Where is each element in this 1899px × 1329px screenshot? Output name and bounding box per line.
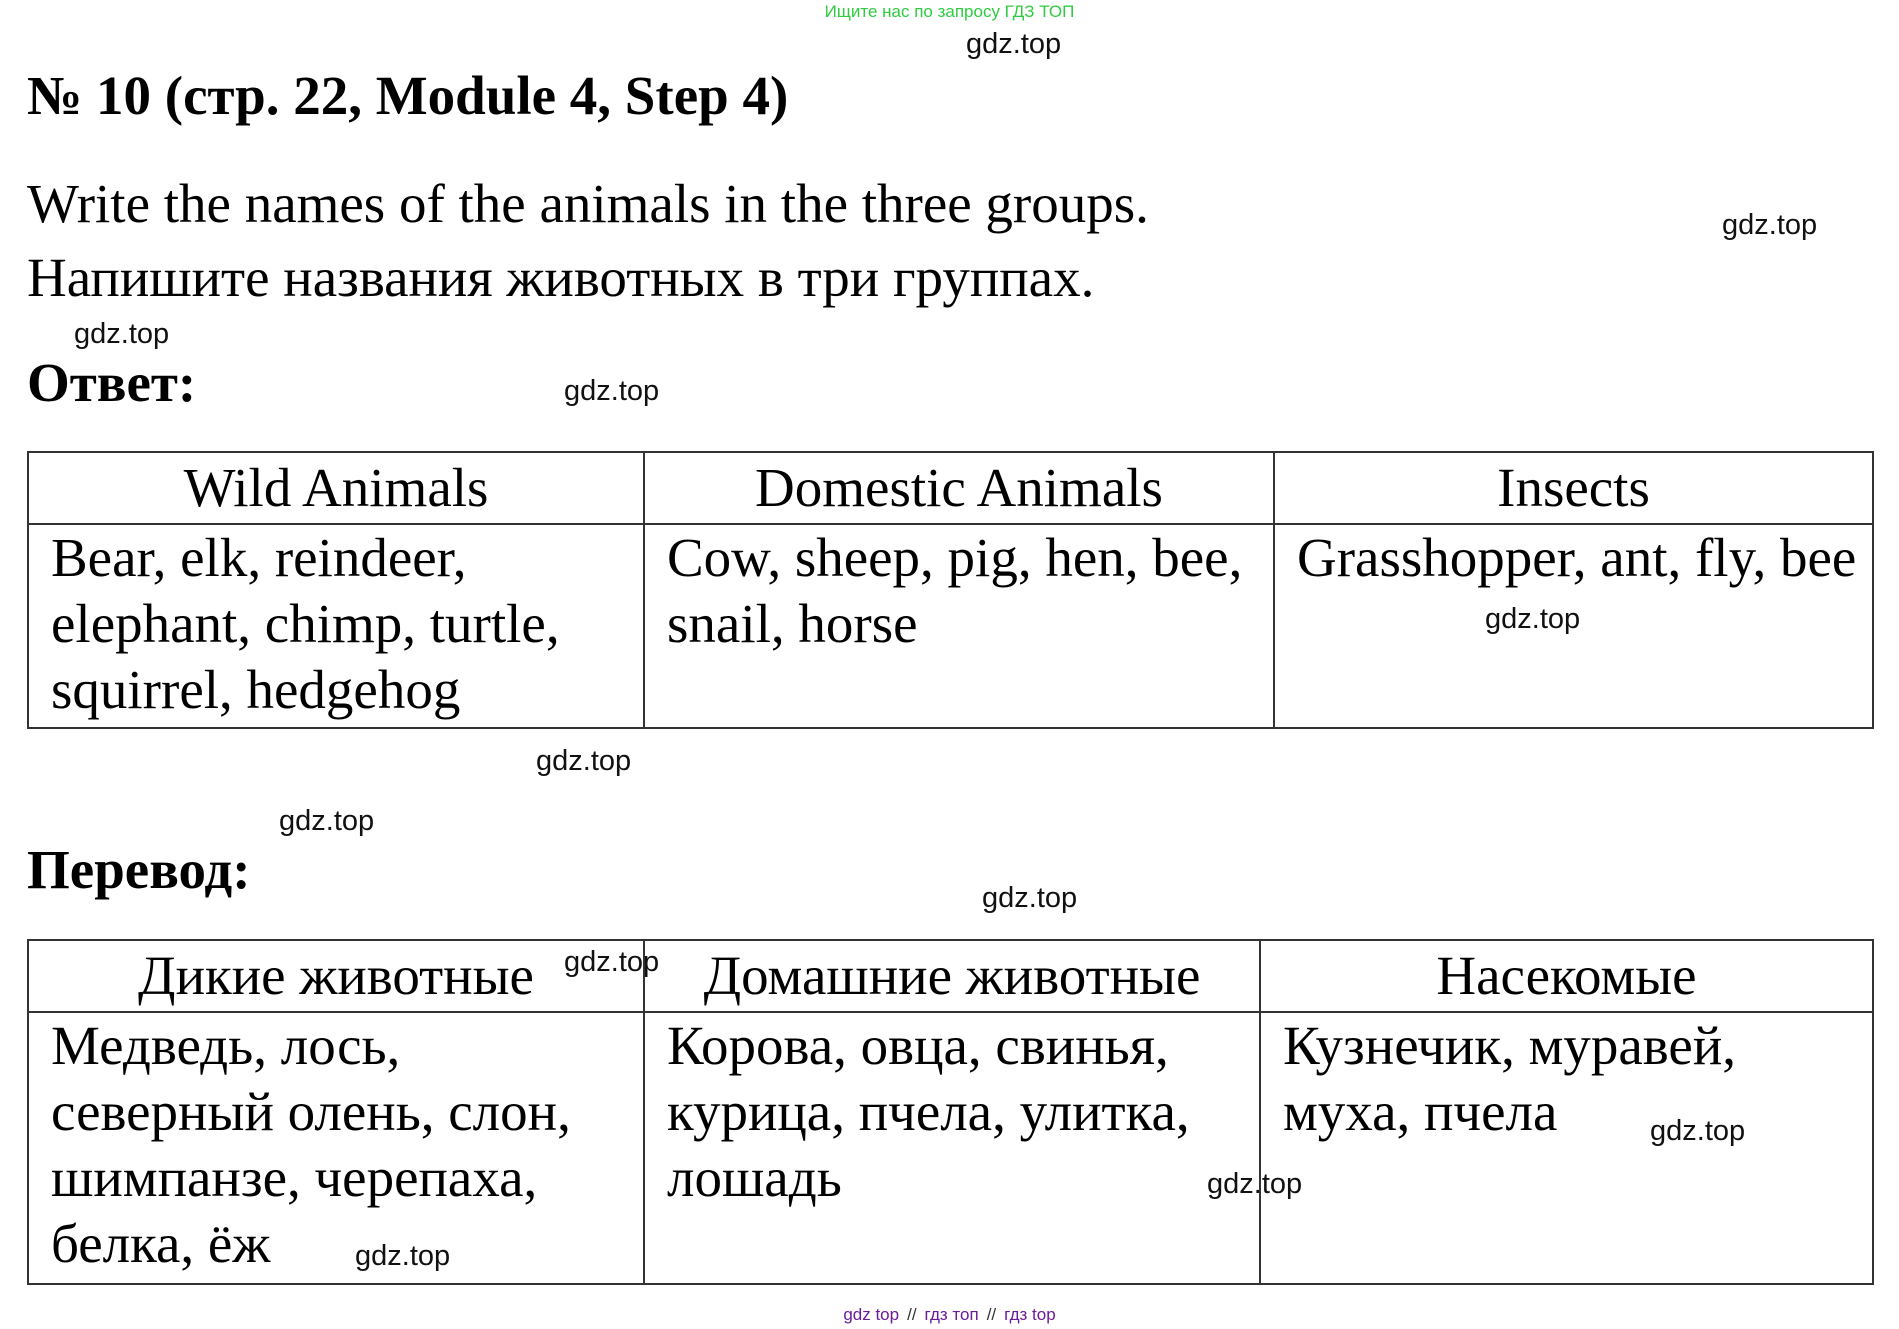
translation-header-wild: Дикие животные	[28, 940, 644, 1012]
watermark: gdz.top	[1650, 1115, 1746, 1147]
watermark: gdz.top	[74, 318, 170, 350]
footer-separator: //	[907, 1305, 917, 1324]
translation-header-domestic: Домашние животные	[644, 940, 1260, 1012]
task-title: № 10 (стр. 22, Module 4, Step 4)	[27, 65, 789, 126]
watermark: gdz.top	[1485, 603, 1581, 635]
answer-header-insects: Insects	[1274, 452, 1873, 524]
answer-header-row	[28, 452, 1873, 524]
translation-cell-domestic: Корова, овца, свинья, курица, пчела, улитка, лошадь	[644, 1012, 1260, 1284]
search-banner: Ищите нас по запросу ГДЗ ТОП	[824, 2, 1075, 21]
instruction-english: Write the names of the animals in the three groups.	[27, 173, 1149, 234]
footer-links	[0, 1305, 1899, 1325]
answer-body-row	[28, 524, 1873, 728]
translation-header-insects: Насекомые	[1260, 940, 1873, 1012]
translation-table	[27, 939, 1874, 1285]
watermark: gdz.top	[564, 946, 660, 978]
answer-cell-wild: Bear, elk, reindeer, elephant, chimp, turtle, squirrel, hedgehog	[28, 524, 644, 728]
watermark: gdz.top	[966, 28, 1062, 60]
watermark: gdz.top	[564, 375, 660, 407]
translation-body-row	[28, 1012, 1873, 1284]
answer-cell-domestic: Cow, sheep, pig, hen, bee, snail, horse	[644, 524, 1274, 728]
footer-link[interactable]: gdz top	[843, 1305, 900, 1324]
answer-header-wild: Wild Animals	[28, 452, 644, 524]
translation-cell-wild: Медведь, лось, северный олень, слон, шимпанзе, черепаха, белка, ёж	[28, 1012, 644, 1284]
translation-heading: Перевод:	[27, 839, 251, 900]
watermark: gdz.top	[279, 805, 375, 837]
footer-separator: //	[986, 1305, 997, 1324]
footer-link[interactable]: гдз топ	[924, 1305, 979, 1324]
watermark: gdz.top	[536, 745, 632, 777]
watermark: gdz.top	[982, 882, 1078, 914]
footer-link[interactable]: гдз top	[1004, 1305, 1056, 1324]
answer-heading: Ответ:	[27, 352, 197, 413]
answer-header-domestic: Domestic Animals	[644, 452, 1274, 524]
answer-table	[27, 451, 1874, 729]
watermark: gdz.top	[1722, 209, 1818, 241]
answer-cell-insects: Grasshopper, ant, fly, bee	[1274, 524, 1873, 728]
watermark: gdz.top	[1207, 1168, 1303, 1200]
instruction-russian: Напишите названия животных в три группах.	[27, 247, 1095, 308]
translation-header-row	[28, 940, 1873, 1012]
translation-cell-insects: Кузнечик, муравей, муха, пчела	[1260, 1012, 1873, 1284]
watermark: gdz.top	[355, 1240, 451, 1272]
